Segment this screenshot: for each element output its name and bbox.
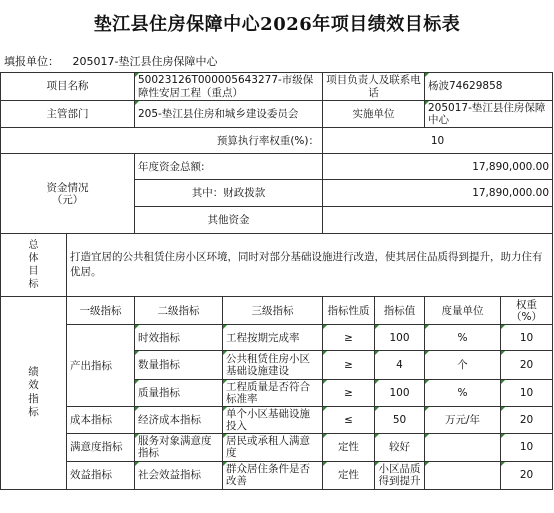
l1-benefit: 效益指标 xyxy=(67,461,135,489)
cell-unit: % xyxy=(425,325,501,351)
cell-nature: ≤ xyxy=(323,407,375,434)
filler-line xyxy=(4,53,227,69)
cell-l2: 经济成本指标 xyxy=(135,407,223,434)
cell-nature: 定性 xyxy=(323,434,375,461)
cell-l3: 工程质量是否符合标准率 xyxy=(223,380,323,407)
goal-label: 总体目标 xyxy=(1,234,67,297)
cell-nature: 定性 xyxy=(323,461,375,489)
project-name-label: 项目名称 xyxy=(1,73,135,101)
owner-label: 项目负责人及联系电话 xyxy=(323,73,425,101)
cell-value: 100 xyxy=(375,380,425,407)
header-l1: 一级指标 xyxy=(67,297,135,325)
table-row xyxy=(1,407,553,434)
funds-total-value: 17,890,000.00 xyxy=(323,154,553,180)
cell-weight: 10 xyxy=(501,325,553,351)
filler-label: 填报单位： xyxy=(4,55,59,68)
weight-label: 预算执行率权重(%)： xyxy=(1,128,323,154)
owner-value: 杨波74629858 xyxy=(425,73,553,101)
header-l3: 三级指标 xyxy=(223,297,323,325)
cell-weight: 10 xyxy=(501,380,553,407)
cell-unit xyxy=(425,434,501,461)
cell-value: 4 xyxy=(375,351,425,380)
cell-nature: ≥ xyxy=(323,380,375,407)
perf-label: 绩效指标 xyxy=(1,297,67,489)
performance-table xyxy=(0,72,553,490)
funds-label: 资金情况 （元） xyxy=(1,154,135,234)
cell-unit: % xyxy=(425,380,501,407)
l1-cost: 成本指标 xyxy=(67,407,135,434)
header-weight: 权重（%） xyxy=(501,297,553,325)
impl-value: 205017-垫江县住房保障中心 xyxy=(425,101,553,128)
table-row xyxy=(1,434,553,461)
goal-text: 打造宜居的公共租赁住房小区环境，同时对部分基础设施进行改造，使其居住品质得到提升，助力住有优居。 xyxy=(67,234,553,297)
funds-total-label: 年度资金总额: xyxy=(135,154,323,180)
cell-l3: 群众居住条件是否改善 xyxy=(223,461,323,489)
funds-fiscal-value: 17,890,000.00 xyxy=(323,180,553,207)
cell-nature: ≥ xyxy=(323,325,375,351)
table-row xyxy=(1,461,553,489)
page-title: 垫江县住房保障中心2026年项目绩效目标表 xyxy=(93,14,461,35)
l1-output: 产出指标 xyxy=(67,325,135,407)
cell-l3: 居民或承租人满意度 xyxy=(223,434,323,461)
cell-l3: 工程按期完成率 xyxy=(223,325,323,351)
header-nature: 指标性质 xyxy=(323,297,375,325)
cell-value: 100 xyxy=(375,325,425,351)
funds-fiscal-label: 其中：财政拨款 xyxy=(135,180,323,207)
cell-nature: ≥ xyxy=(323,351,375,380)
l1-satisfaction: 满意度指标 xyxy=(67,434,135,461)
weight-value: 10 xyxy=(323,128,553,154)
header-l2: 二级指标 xyxy=(135,297,223,325)
funds-other-label: 其他资金 xyxy=(135,207,323,234)
header-unit: 度量单位 xyxy=(425,297,501,325)
project-name-value: 50023126T000005643277-市级保障性安居工程（重点） xyxy=(135,73,323,101)
cell-weight: 20 xyxy=(501,351,553,380)
cell-l2: 数量指标 xyxy=(135,351,223,380)
table-row xyxy=(1,325,553,351)
filler-value: 205017-垫江县住房保障中心 xyxy=(72,55,218,68)
cell-l2: 服务对象满意度指标 xyxy=(135,434,223,461)
cell-l2: 质量指标 xyxy=(135,380,223,407)
cell-weight: 20 xyxy=(501,461,553,489)
cell-unit xyxy=(425,461,501,489)
cell-unit: 万元/年 xyxy=(425,407,501,434)
cell-weight: 10 xyxy=(501,434,553,461)
header-value: 指标值 xyxy=(375,297,425,325)
dept-label: 主管部门 xyxy=(1,101,135,128)
cell-value: 较好 xyxy=(375,434,425,461)
cell-l2: 社会效益指标 xyxy=(135,461,223,489)
dept-value: 205-垫江县住房和城乡建设委员会 xyxy=(135,101,323,128)
cell-value: 50 xyxy=(375,407,425,434)
cell-weight: 20 xyxy=(501,407,553,434)
funds-other-value xyxy=(323,207,553,234)
cell-l2: 时效指标 xyxy=(135,325,223,351)
cell-l3: 单个小区基础设施投入 xyxy=(223,407,323,434)
impl-label: 实施单位 xyxy=(323,101,425,128)
cell-unit: 个 xyxy=(425,351,501,380)
cell-value: 小区品质得到提升 xyxy=(375,461,425,489)
cell-l3: 公共租赁住房小区基础设施建设 xyxy=(223,351,323,380)
